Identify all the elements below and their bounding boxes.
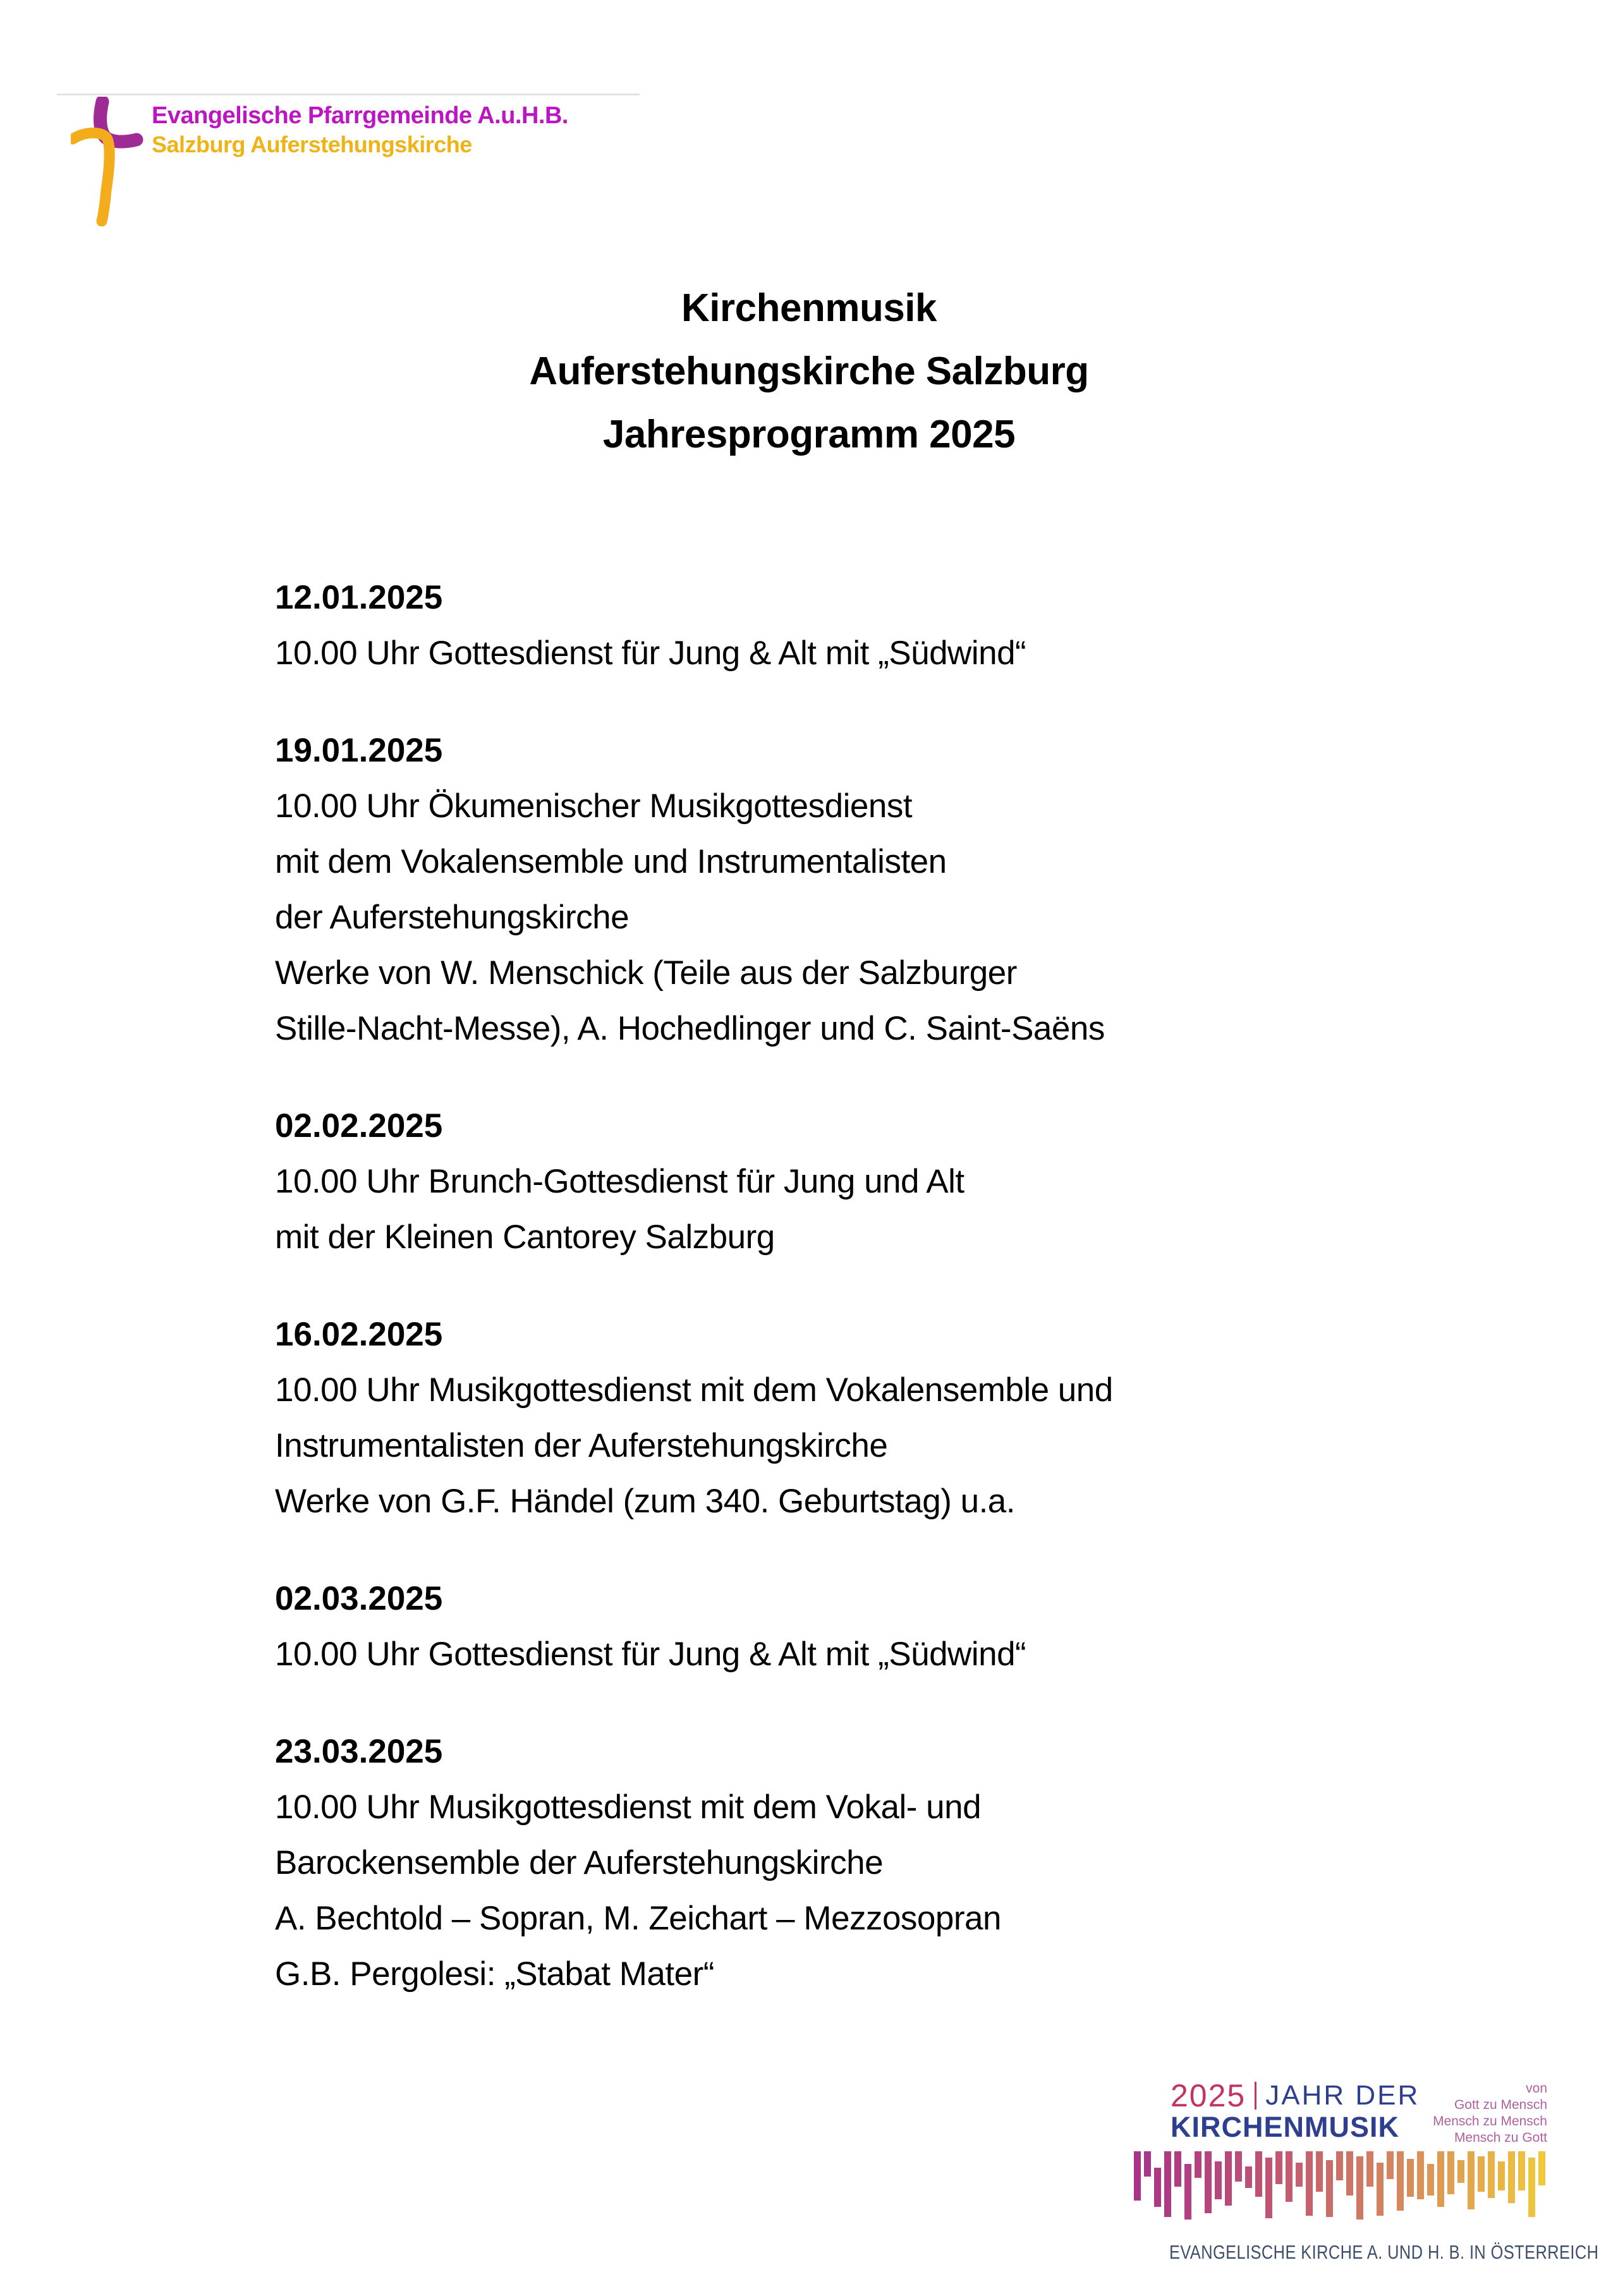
- soundwave-bar: [1154, 2168, 1161, 2207]
- soundwave-bar: [1235, 2151, 1242, 2182]
- soundwave-bar: [1377, 2163, 1384, 2216]
- letterhead: [57, 94, 651, 229]
- soundwave-bar: [1326, 2160, 1333, 2217]
- event-date: 23.03.2025: [275, 1733, 443, 1770]
- page-title: [0, 277, 1618, 466]
- soundwave-bar: [1518, 2151, 1525, 2190]
- soundwave-bar: [1468, 2151, 1475, 2209]
- event-entry: [275, 1571, 1381, 1682]
- letterhead-church-name: Salzburg Auferstehungskirche: [152, 131, 472, 157]
- event-text-line: Barockensemble der Auferstehungskirche: [275, 1844, 884, 1881]
- event-date: 16.02.2025: [275, 1316, 443, 1353]
- events-list: [275, 570, 1381, 2044]
- tagline-line-2: Gott zu Mensch: [1454, 2098, 1547, 2112]
- event-text-line: Werke von G.F. Händel (zum 340. Geburtstag) u.a.: [275, 1483, 1016, 1520]
- cross-logo-icon: [71, 97, 147, 226]
- soundwave-bar: [1538, 2151, 1545, 2185]
- event-text-line: 10.00 Uhr Gottesdienst für Jung & Alt mit „Südwind“: [275, 1636, 1026, 1673]
- soundwave-bar: [1457, 2160, 1464, 2183]
- event-text-line: 10.00 Uhr Musikgottesdienst mit dem Vokalensemble und: [275, 1371, 1113, 1409]
- event-date: 02.03.2025: [275, 1580, 443, 1617]
- soundwave-bar: [1356, 2156, 1363, 2220]
- soundwave-bar: [1255, 2151, 1262, 2197]
- soundwave-bar: [1286, 2151, 1293, 2202]
- soundwave-bar: [1296, 2163, 1303, 2187]
- event-entry: [275, 723, 1381, 1057]
- tagline-line-4: Mensch zu Gott: [1454, 2130, 1547, 2145]
- title-line-2: Auferstehungskirche Salzburg: [529, 349, 1089, 393]
- event-text-line: G.B. Pergolesi: „Stabat Mater“: [275, 1955, 714, 1993]
- soundwave-bar: [1225, 2151, 1232, 2206]
- logo-jahr-der: JAHR DER: [1265, 2080, 1420, 2111]
- logo-caption: EVANGELISCHE KIRCHE A. UND H. B. IN ÖSTERREICH: [1169, 2241, 1599, 2263]
- letterhead-parish-name: Evangelische Pfarrgemeinde A.u.H.B.: [152, 102, 568, 129]
- event-text-line: A. Bechtold – Sopran, M. Zeichart – Mezzosopran: [275, 1900, 1001, 1937]
- soundwave-bar: [1397, 2151, 1404, 2211]
- soundwave-bar: [1508, 2151, 1515, 2203]
- event-text-line: Werke von W. Menschick (Teile aus der Salzburger: [275, 954, 1017, 992]
- soundwave-bar: [1316, 2151, 1323, 2192]
- soundwave-bar: [1346, 2151, 1353, 2196]
- soundwave-bar: [1366, 2151, 1373, 2187]
- soundwave-bar: [1417, 2151, 1424, 2199]
- event-date: 02.02.2025: [275, 1107, 443, 1145]
- event-text-line: 10.00 Uhr Musikgottesdienst mit dem Vokal- und: [275, 1789, 982, 1826]
- logo-divider-bar: [1255, 2082, 1256, 2110]
- soundwave-bar: [1387, 2151, 1394, 2179]
- soundwave-bar: [1245, 2166, 1252, 2188]
- logo-year: 2025: [1171, 2078, 1246, 2113]
- event-entry: [275, 570, 1381, 681]
- event-text-line: der Auferstehungskirche: [275, 899, 630, 936]
- soundwave-bar: [1528, 2158, 1535, 2217]
- soundwave-bar: [1215, 2161, 1222, 2199]
- event-text-line: Stille-Nacht-Messe), A. Hochedlinger und C. Saint-Saëns: [275, 1010, 1105, 1047]
- event-date: 12.01.2025: [275, 579, 443, 616]
- tagline-line-1: von: [1526, 2081, 1547, 2096]
- title-line-1: Kirchenmusik: [681, 286, 937, 330]
- cross-yellow-stroke: [73, 133, 109, 221]
- tagline-line-3: Mensch zu Mensch: [1433, 2114, 1547, 2129]
- letterhead-top-line: [57, 94, 640, 95]
- soundwave-bar: [1205, 2151, 1212, 2213]
- logo-kirchenmusik: KIRCHENMUSIK: [1171, 2111, 1400, 2143]
- event-entry: [275, 1724, 1381, 2002]
- event-text-line: 10.00 Uhr Brunch-Gottesdienst für Jung und Alt: [275, 1163, 964, 1200]
- event-entry: [275, 1307, 1381, 1529]
- soundwave-bar: [1164, 2151, 1171, 2217]
- event-entry: [275, 1098, 1381, 1265]
- event-text-line: mit der Kleinen Cantorey Salzburg: [275, 1218, 775, 1256]
- soundwave-bar: [1437, 2151, 1444, 2207]
- soundwave-bar: [1407, 2159, 1414, 2197]
- soundwave-bar: [1478, 2156, 1485, 2192]
- soundwave-bar: [1144, 2151, 1151, 2177]
- soundwave-bar: [1306, 2151, 1313, 2216]
- soundwave-bar: [1447, 2151, 1454, 2194]
- soundwave-bar: [1134, 2151, 1141, 2201]
- soundwave-bar: [1498, 2161, 1505, 2190]
- event-date: 19.01.2025: [275, 732, 443, 769]
- event-text-line: Instrumentalisten der Auferstehungskirche: [275, 1427, 888, 1464]
- soundwave-bar: [1265, 2158, 1272, 2218]
- soundwave-bar: [1275, 2151, 1282, 2184]
- event-text-line: mit dem Vokalensemble und Instrumentalisten: [275, 843, 947, 880]
- soundwave-bar: [1336, 2151, 1343, 2180]
- soundwave-bar: [1427, 2164, 1434, 2196]
- soundwave-bar: [1488, 2151, 1495, 2198]
- soundwave-bar: [1195, 2151, 1201, 2178]
- event-text-line: 10.00 Uhr Ökumenischer Musikgottesdienst: [275, 787, 913, 825]
- logo-tagline: [1433, 2080, 1547, 2146]
- jahr-der-kirchenmusik-logo: [1131, 2078, 1599, 2288]
- soundwave-bars: [1134, 2151, 1548, 2220]
- logo-year-row: [1171, 2079, 1420, 2112]
- soundwave-bar: [1174, 2151, 1181, 2187]
- soundwave-bar: [1184, 2164, 1191, 2220]
- event-text-line: 10.00 Uhr Gottesdienst für Jung & Alt mit „Südwind“: [275, 635, 1026, 672]
- title-line-3: Jahresprogramm 2025: [602, 413, 1016, 456]
